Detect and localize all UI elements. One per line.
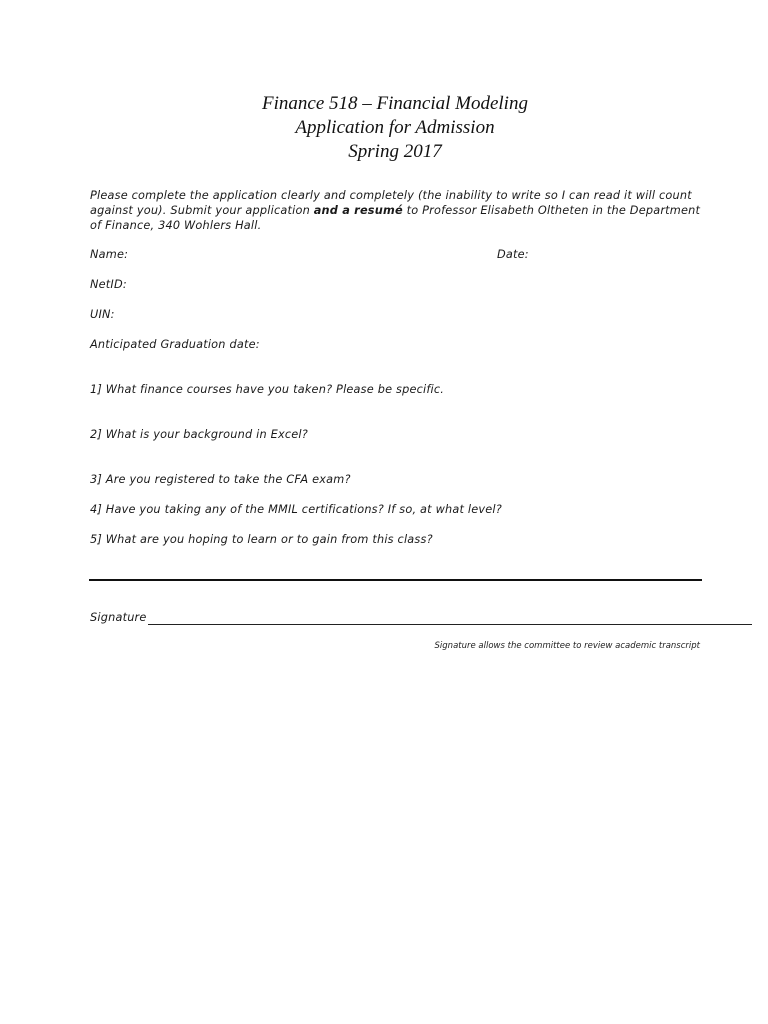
signature-note: Signature allows the committee to review academic transcript [434,641,700,651]
instructions-text-part2: to Professor Elisabeth Oltheten in the Department of Finance, 340 Wohlers Hall. [90,204,701,232]
course-title: Finance 518 – Financial Modeling [262,93,528,114]
signature-label: Signature [90,611,147,624]
form-title: Application for Admission [295,117,495,138]
instructions-emphasis: and a resumé [313,204,403,217]
question-2: 2] What is your background in Excel? [90,428,308,441]
question-4: 4] Have you taking any of the MMIL certifications? If so, at what level? [90,503,502,516]
name-field-label: Name: [90,248,129,261]
graduation-date-field-label: Anticipated Graduation date: [90,338,260,351]
term-title: Spring 2017 [348,141,442,162]
netid-field-label: NetID: [90,278,127,291]
question-3: 3] Are you registered to take the CFA exam? [90,473,351,486]
section-divider [89,579,702,581]
question-5: 5] What are you hoping to learn or to gain from this class? [90,533,433,546]
uin-field-label: UIN: [90,308,115,321]
signature-line [148,624,752,625]
date-field-label: Date: [497,248,529,261]
instructions-paragraph [90,188,705,233]
question-1: 1] What finance courses have you taken? Please be specific. [90,383,445,396]
signature-row [90,611,702,627]
instructions-text-part1: Please complete the application clearly and completely (the inability to write so I can read it will count against you). Submit your application [90,189,692,217]
form-title-block [0,92,768,164]
